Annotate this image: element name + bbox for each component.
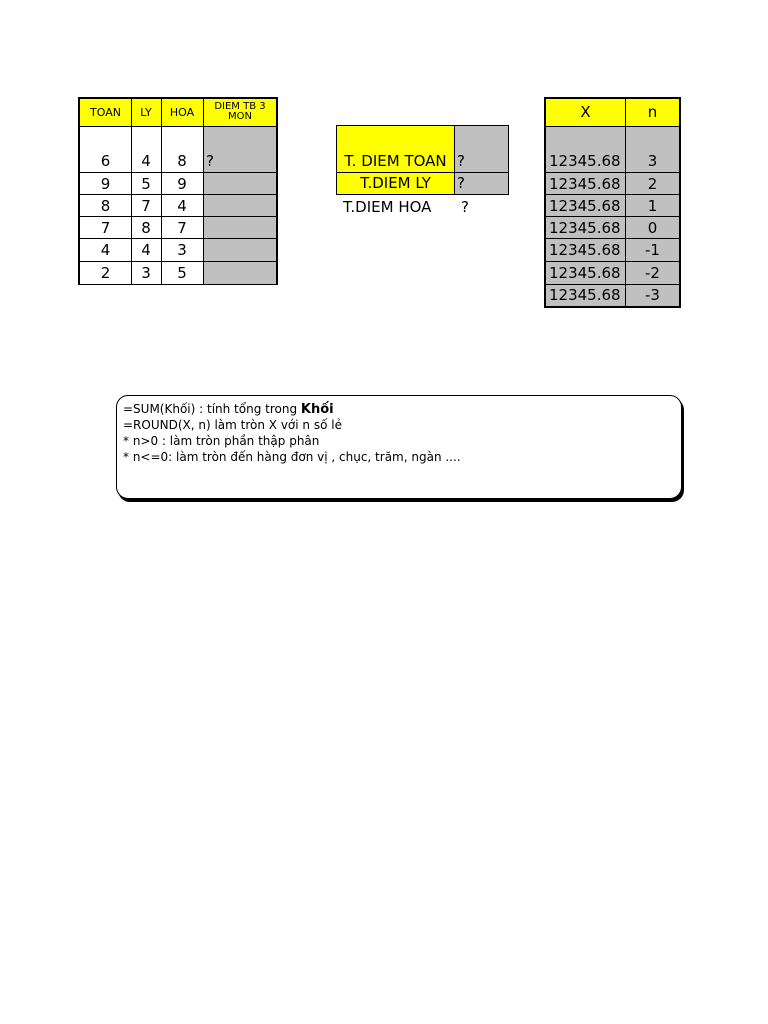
cell-x[interactable]: 12345.68 (549, 263, 621, 282)
cell-x[interactable]: 12345.68 (549, 152, 621, 170)
grid-line (508, 125, 509, 195)
cell-n[interactable]: -3 (645, 285, 660, 304)
cell-hoa[interactable]: 3 (177, 241, 187, 259)
grid-line (78, 216, 278, 217)
cell-ly[interactable]: 4 (141, 152, 151, 170)
grid-line (78, 97, 278, 99)
header-ly: LY (131, 98, 161, 126)
cell-avg[interactable] (203, 217, 277, 239)
cell-x[interactable]: 12345.68 (549, 174, 621, 193)
cell-avg[interactable] (203, 173, 277, 195)
cell-n[interactable]: 1 (647, 196, 658, 215)
cell-hoa[interactable]: 5 (177, 263, 187, 282)
grid-line (544, 238, 681, 239)
grid-line (454, 125, 455, 195)
cell-hoa[interactable]: 8 (177, 152, 187, 170)
grid-line (544, 126, 681, 127)
total-hoa-value[interactable]: ? (461, 197, 469, 216)
grid-line (131, 97, 132, 285)
cell-hoa[interactable]: 7 (177, 218, 187, 237)
grid-line (544, 306, 681, 308)
cell-ly[interactable]: 3 (141, 263, 151, 282)
cell-n[interactable]: 3 (647, 152, 658, 170)
cell-x[interactable]: 12345.68 (549, 285, 621, 304)
cell-x[interactable]: 12345.68 (549, 241, 621, 259)
grid-line (544, 172, 681, 173)
note-sum (123, 402, 334, 417)
cell-toan[interactable]: 4 (100, 241, 111, 259)
cell-x[interactable]: 12345.68 (549, 218, 621, 237)
grid-line (78, 261, 278, 262)
grid-line (544, 194, 681, 195)
note-sum-bold: Khối (300, 402, 334, 417)
cell-avg[interactable] (203, 262, 277, 284)
total-hoa-label: T.DIEM HOA (343, 197, 432, 216)
grid-line (336, 172, 509, 173)
cell-toan[interactable]: 2 (100, 263, 111, 282)
cell-avg[interactable] (203, 239, 277, 262)
cell-n[interactable]: -2 (645, 263, 660, 282)
cell-toan[interactable]: 8 (100, 196, 111, 215)
note-round: =ROUND(X, n) làm tròn X với n số lẻ (123, 418, 342, 432)
grid-line (161, 97, 162, 285)
grid-line (544, 97, 681, 99)
cell-x[interactable]: 12345.68 (549, 196, 621, 215)
grid-line (544, 284, 681, 285)
grid-line (336, 194, 509, 195)
grid-line (679, 97, 681, 308)
grid-line (625, 97, 626, 308)
header-hoa: HOA (161, 98, 203, 126)
cell-toan[interactable]: 9 (100, 174, 111, 193)
note-positive: * n>0 : làm tròn phần thập phân (123, 434, 320, 448)
cell-toan[interactable]: 6 (100, 152, 111, 170)
cell-avg[interactable]: ? (206, 152, 214, 170)
grid-line (78, 194, 278, 195)
grid-line (78, 97, 80, 285)
note-sum-text: =SUM(Khối) : tính tổng trong (123, 402, 301, 416)
header-x: X (546, 98, 625, 126)
header-n: n (625, 98, 680, 126)
grid-line (544, 216, 681, 217)
cell-ly[interactable]: 8 (141, 218, 151, 237)
cell-hoa[interactable]: 9 (177, 174, 187, 193)
grid-line (336, 125, 509, 126)
note-nonpositive: * n<=0: làm tròn đến hàng đơn vị , chục, trăm, ngàn .... (123, 450, 461, 464)
cell-avg[interactable] (203, 195, 277, 217)
grid-line (544, 97, 546, 308)
grid-line (78, 238, 278, 239)
grid-line (203, 97, 204, 285)
total-ly-value[interactable]: ? (457, 174, 465, 192)
total-toan-value[interactable]: ? (457, 152, 465, 170)
grid-line (276, 97, 278, 285)
total-toan-label: T. DIEM TOAN (344, 152, 447, 170)
cell-ly[interactable]: 7 (141, 196, 151, 215)
header-toan: TOAN (80, 98, 131, 126)
cell-ly[interactable]: 4 (141, 241, 151, 259)
cell-n[interactable]: 0 (647, 218, 658, 237)
total-ly-label: T.DIEM LY (360, 174, 431, 192)
cell-ly[interactable]: 5 (141, 174, 151, 193)
cell-hoa[interactable]: 4 (177, 196, 187, 215)
grid-line (544, 261, 681, 262)
grid-line (78, 126, 278, 127)
grid-line (78, 172, 278, 173)
cell-n[interactable]: 2 (647, 174, 658, 193)
header-avg: DIEM TB 3 MON (203, 98, 277, 126)
cell-toan[interactable]: 7 (100, 218, 111, 237)
grid-line (336, 125, 337, 195)
grid-line (78, 284, 278, 285)
cell-n[interactable]: -1 (645, 241, 660, 259)
